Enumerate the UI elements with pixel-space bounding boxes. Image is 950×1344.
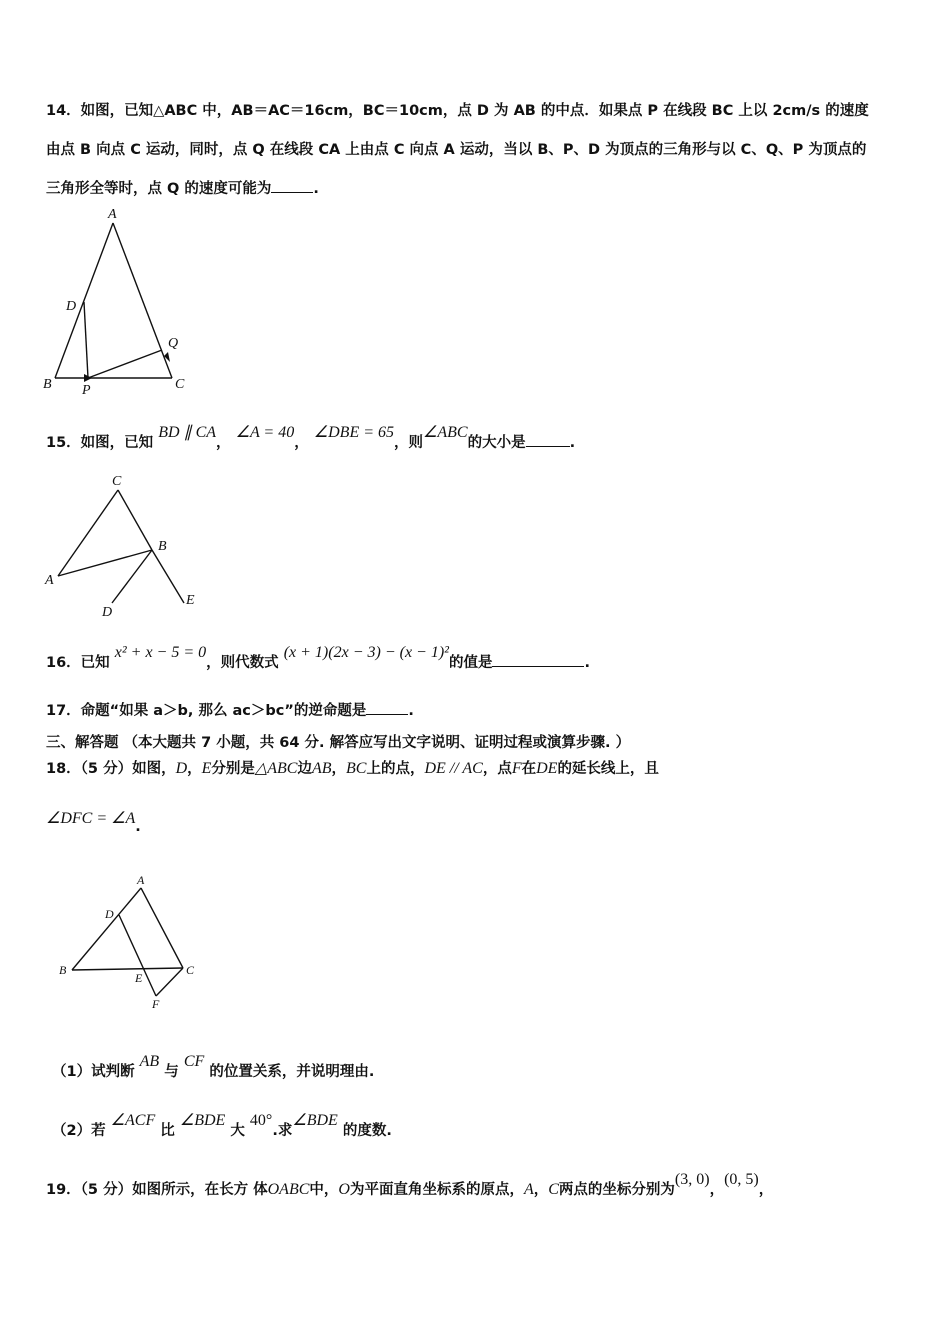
q15-label-b: B <box>158 539 167 554</box>
q14-label-p: P <box>82 383 91 398</box>
q15-end: . <box>569 435 576 451</box>
q15-label-a: A <box>45 573 54 588</box>
q19-end: ， <box>758 1182 774 1198</box>
q15-prefix: 15．如图，已知 <box>46 435 154 451</box>
q18-line-2 <box>46 809 141 835</box>
q15-expr-angle-dbe: ∠DBE = 65 <box>313 424 395 441</box>
q16-end: . <box>584 655 590 671</box>
q18-segment-de: DE <box>536 760 558 777</box>
answer-blank <box>271 178 313 193</box>
q14-segment-ac <box>113 223 172 378</box>
q18-line-1 <box>46 759 659 779</box>
q18-figure <box>55 870 215 1015</box>
q15-segment-be <box>152 550 184 603</box>
q18-condition: ∠DFC = ∠A <box>46 810 136 827</box>
q15-label-d: D <box>102 605 113 620</box>
q19-sep: ， <box>533 1182 549 1198</box>
q15-segment-ab <box>58 550 152 576</box>
q14-label-d: D <box>66 299 77 314</box>
q19-prefix: 19．（5 分）如图所示，在长方 体 <box>46 1182 268 1198</box>
q18-sub-2-suffix: 的度数. <box>342 1123 392 1139</box>
q19-coord-a: (3, 0) <box>674 1171 710 1188</box>
q14-line-3 <box>46 178 319 199</box>
q18-prefix: 18．（5 分）如图， <box>46 761 176 777</box>
q18-sub-2-text: 大 <box>230 1123 245 1139</box>
q15-expr-bd-ca: BD ∥ CA <box>158 424 217 441</box>
q14-line-2: 由点 B 向点 C 运动，同时，点 Q 在线段 CA 上由点 C 向点 A 运动，当以 B、P、D 为顶点的三角形与以 C、Q、P 为顶点的 <box>46 142 867 158</box>
q18-sep: ， <box>187 761 202 777</box>
q18-label-c: C <box>186 963 195 977</box>
q17-line <box>46 700 414 721</box>
q18-point-d: D <box>175 760 188 777</box>
q19-point-a: A <box>523 1181 534 1198</box>
q18-sub-2-prefix: （2）若 <box>52 1123 106 1139</box>
q15-suffix: 的大小是 <box>467 435 526 451</box>
q18-sub-2-angle-acf: ∠ACF <box>110 1112 156 1129</box>
q14-line-1: 14．如图，已知△ABC 中，AB＝AC＝16cm，BC＝10cm，点 D 为 AB 的中点．如果点 P 在线段 BC 上以 2cm/s 的速度 <box>46 103 869 119</box>
q16-prefix: 16．已知 <box>46 655 110 671</box>
q14-line-3-text: 三角形全等时，点 Q 的速度可能为 <box>46 181 272 197</box>
q16-expr-algebraic: (x + 1)(2x − 3) − (x − 1)² <box>283 644 449 661</box>
q19-line <box>46 1171 774 1200</box>
q18-segment-fc <box>156 968 183 996</box>
q19-oabc: OABC <box>267 1181 310 1198</box>
q15-expr-angle-a: ∠A = 40 <box>235 424 295 441</box>
q15-segment-ca <box>58 490 118 576</box>
q14-segment-dp <box>84 302 88 378</box>
q14-line-3-end: . <box>313 181 319 197</box>
q18-segment-bc <box>72 968 183 970</box>
q15-sep: ， <box>216 435 231 451</box>
q18-sub-2-text: 比 <box>160 1123 175 1139</box>
q18-text: ，点 <box>482 761 512 777</box>
q18-text: 在 <box>521 761 537 777</box>
q15-label-e: E <box>186 593 195 608</box>
q16-mid: ，则代数式 <box>206 655 279 671</box>
q16-expr-equation: x² + x − 5 = 0 <box>114 644 207 661</box>
q18-sub-2-degrees: 40° <box>249 1112 273 1129</box>
q18-triangle-abc: △ABC <box>254 760 298 777</box>
q17-text: 17．命题“如果 a＞b, 那么 ac＞bc”的逆命题是 <box>46 703 367 719</box>
q18-point-f: F <box>511 760 522 777</box>
q18-label-f: F <box>152 997 160 1011</box>
q18-text: 边 <box>297 761 312 777</box>
q15-expr-angle-abc: ∠ABC <box>423 424 468 441</box>
q18-sub-1-with: 与 <box>164 1064 179 1080</box>
answer-blank <box>366 700 408 715</box>
answer-blank <box>526 432 570 447</box>
q18-sub-2 <box>52 1112 392 1141</box>
q14-label-a: A <box>108 207 117 222</box>
q16-suffix: 的值是 <box>448 655 493 671</box>
q14-label-b: B <box>43 377 52 392</box>
q18-segment-ab <box>72 888 141 970</box>
q18-sub-2-text: .求 <box>272 1123 293 1139</box>
q19-sep: ， <box>709 1182 725 1198</box>
q15-segment-cb <box>118 490 152 550</box>
q18-sub-1-cf: CF <box>183 1053 205 1070</box>
q15-label-c: C <box>112 474 122 489</box>
q19-point-c: C <box>548 1181 559 1198</box>
q14-segment-pq <box>88 350 162 378</box>
q19-text: 为平面直角坐标系的原点， <box>349 1182 524 1198</box>
section-3-heading: 三、解答题 （本大题共 7 小题，共 64 分. 解答应写出文字说明、证明过程或演算步骤. ） <box>46 735 631 751</box>
q18-condition-end: . <box>135 819 141 835</box>
q18-sub-2-angle-bde: ∠BDE <box>179 1112 226 1129</box>
q18-point-e: E <box>201 760 212 777</box>
q15-sep: ， <box>294 435 309 451</box>
q16-line <box>46 644 590 673</box>
q18-sub-1 <box>52 1053 375 1082</box>
q18-sub-1-suffix: 的位置关系，并说明理由. <box>209 1064 375 1080</box>
q18-sub-2-angle-bde: ∠BDE <box>292 1112 338 1129</box>
q18-text: 的延长线上，且 <box>557 761 659 777</box>
q18-segment-ac <box>141 888 183 968</box>
q14-segment-ab <box>55 223 113 378</box>
q15-mid: ，则 <box>394 435 424 451</box>
q18-label-e: E <box>135 971 143 985</box>
q18-side-bc: BC <box>346 760 367 777</box>
q14-figure <box>40 206 200 396</box>
q15-figure <box>40 470 210 625</box>
q14-label-q: Q <box>168 336 179 351</box>
answer-blank <box>492 652 584 667</box>
q14-label-c: C <box>175 377 185 392</box>
q18-sub-1-ab: AB <box>139 1053 160 1070</box>
q18-sep: ， <box>331 761 346 777</box>
q18-label-d: D <box>105 907 114 921</box>
q18-side-ab: AB <box>311 760 332 777</box>
q15-line <box>46 424 576 453</box>
q19-origin-o: O <box>338 1181 350 1198</box>
q18-text: 分别是 <box>211 761 255 777</box>
q18-text: 上的点， <box>366 761 425 777</box>
q19-coord-c: (0, 5) <box>724 1171 759 1188</box>
q18-label-a: A <box>137 873 145 887</box>
q15-segment-bd <box>112 550 152 603</box>
q18-label-b: B <box>59 963 67 977</box>
q19-text: 中， <box>309 1182 339 1198</box>
q18-de-parallel-ac: DE // AC <box>424 760 483 777</box>
q17-end: . <box>408 703 414 719</box>
q19-text: 两点的坐标分别为 <box>558 1182 675 1198</box>
q18-sub-1-prefix: （1）试判断 <box>52 1064 135 1080</box>
